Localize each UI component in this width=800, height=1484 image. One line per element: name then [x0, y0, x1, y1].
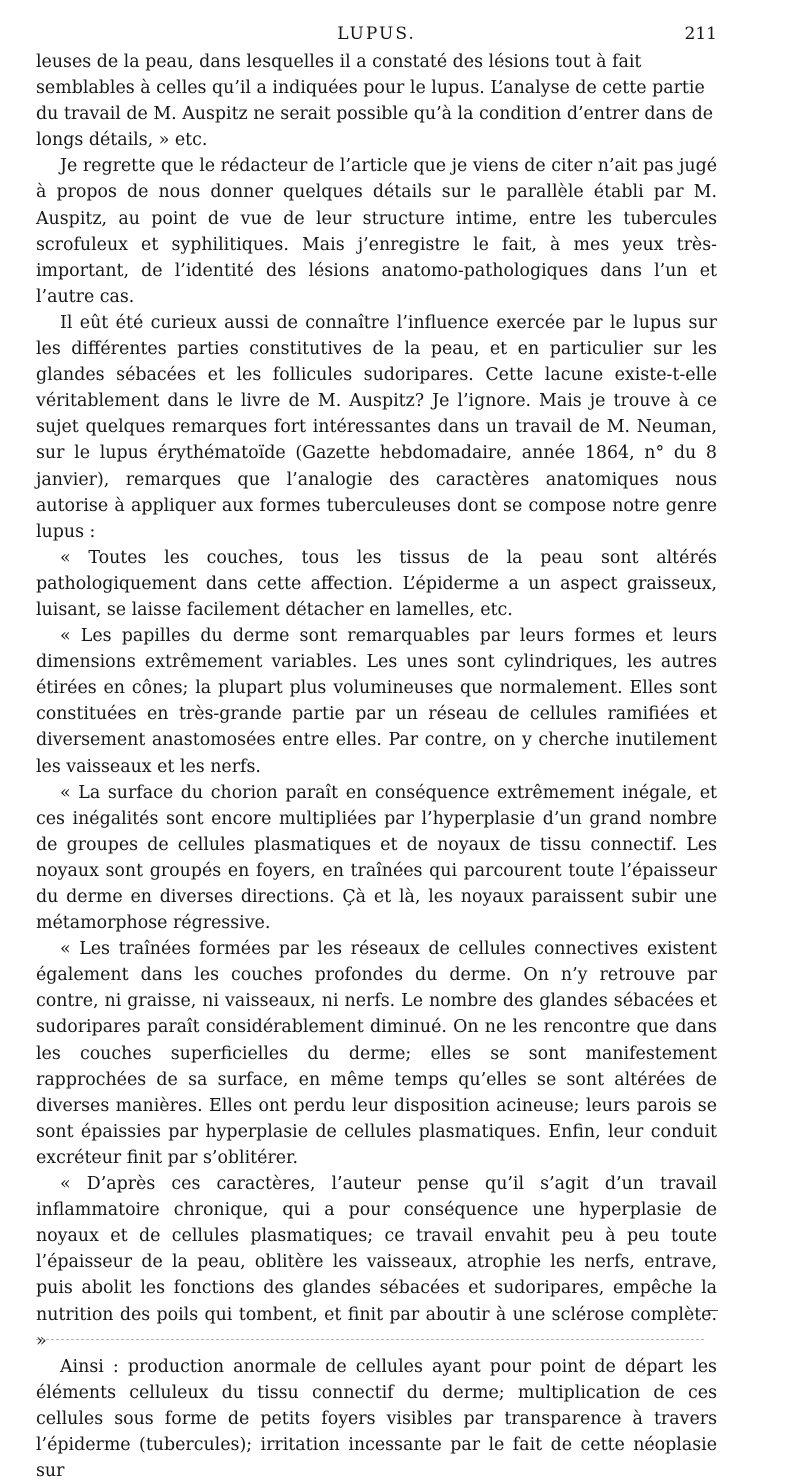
paragraph-quote: « La surface du chorion paraît en conséquence extrêmement inégale, et ces inégalités sont encore multipliées par l’hyperplasie d’un grand nombre de groupes de cellules plasmatiques et de noyaux de tissu connectif. Les noyaux sont groupés en foyers, en traînées qui parcourent toute l’épaisseur du derme en diverses directions. Çà et là, les noyaux paraissent subir une métamorphose régressive.: [36, 782, 717, 934]
paragraph: Ainsi : production anormale de cellules ayant pour point de départ les éléments celluleux du tissu connectif du derme; multiplication de ces cellules sous forme de petits foyers visibles par transparence à travers l’épiderme (tubercules); irritation incessante par le fait de cette néoplasie sur: [36, 1356, 717, 1482]
page-bottom-rule: [36, 1339, 704, 1340]
running-header: [36, 24, 717, 46]
paragraph-quote: « Toutes les couches, tous les tissus de la peau sont altérés pathologiquement dans cette affection. L’épiderme a un aspect graisseux, luisant, se laisse facilement détacher en lamelles, etc.: [36, 547, 717, 620]
paragraph-continuation: leuses de la peau, dans lesquelles il a constaté des lésions tout à fait semblables à celles qu’il a indiquées pour le lupus. L’analyse de cette partie du travail de M. Auspitz ne serait possible qu’à la condition d’entrer dans de longs détails, » etc.: [36, 52, 714, 151]
body-text: [36, 49, 717, 1484]
paragraph-quote: « Les traînées formées par les réseaux de cellules connectives existent également dans les couches profondes du derme. On n’y retrouve par contre, ni graisse, ni vaisseaux, ni nerfs. Le nombre des glandes sébacées et sudoripares paraît considérablement diminué. On ne les rencontre que dans les couches superficielles du derme; elles se sont manifestement rapprochées de sa surface, en même temps qu’elles se sont altérées de diverses manières. Elles ont perdu leur disposition acineuse; leurs parois se sont épaissies par hyperplasie de cellules plasmatiques. Enfin, leur conduit excréteur finit par s’oblitérer.: [36, 939, 717, 1168]
paragraph: Il eût été curieux aussi de connaître l’influence exercée par le lupus sur les différentes parties constitutives de la peau, et en particulier sur les glandes sébacées et les follicules sudoripares. Cette lacune existe-t-elle véritablement dans le livre de M. Auspitz? Je l’ignore. Mais je trouve à ce sujet quelques remarques fort intéressantes dans un travail de M. Neuman, sur le lupus érythématoïde (Gazette hebdomadaire, année 1864, n° du 8 janvier), remarques que l’analogie des caractères anatomiques nous autorise à appliquer aux formes tuberculeuses dont se compose notre genre lupus :: [36, 312, 717, 542]
page-number: 211: [684, 24, 717, 44]
paragraph-quote: « D’après ces caractères, l’auteur pense qu’il s’agit d’un travail inflammatoire chronique, qui a pour conséquence une hyperplasie de noyaux et de cellules plasmatiques; ce travail envahit peu à peu toute l’épaisseur de la peau, oblitère les vaisseaux, atrophie les nerfs, entrave, puis abolit les fonctions des glandes sébacées et sudoripares, empêche la nutrition des poils qui tombent, et finit par aboutir à une sclérose complète. »: [36, 1174, 717, 1351]
running-title: LUPUS.: [337, 24, 416, 44]
page-mark: [706, 1310, 718, 1311]
paragraph: Je regrette que le rédacteur de l’article que je viens de citer n’ait pas jugé à propos de nous donner quelques détails sur le parallèle établi par M. Auspitz, au point de vue de leur structure intime, entre les tubercules scrofuleux et syphilitiques. Mais j’enregistre le fait, à mes yeux très-important, de l’identité des lésions anatomo-pathologiques dans l’un et l’autre cas.: [36, 156, 717, 307]
paragraph-quote: « Les papilles du derme sont remarquables par leurs formes et leurs dimensions extrêmement variables. Les unes sont cylindriques, les autres étirées en cônes; la plupart plus volumineuses que normalement. Elles sont constituées en très-grande partie par un réseau de cellules ramifiées et diversement anastomosées entre elles. Par contre, on y cherche inutilement les vaisseaux et les nerfs.: [36, 626, 717, 777]
book-page: [36, 24, 717, 1484]
